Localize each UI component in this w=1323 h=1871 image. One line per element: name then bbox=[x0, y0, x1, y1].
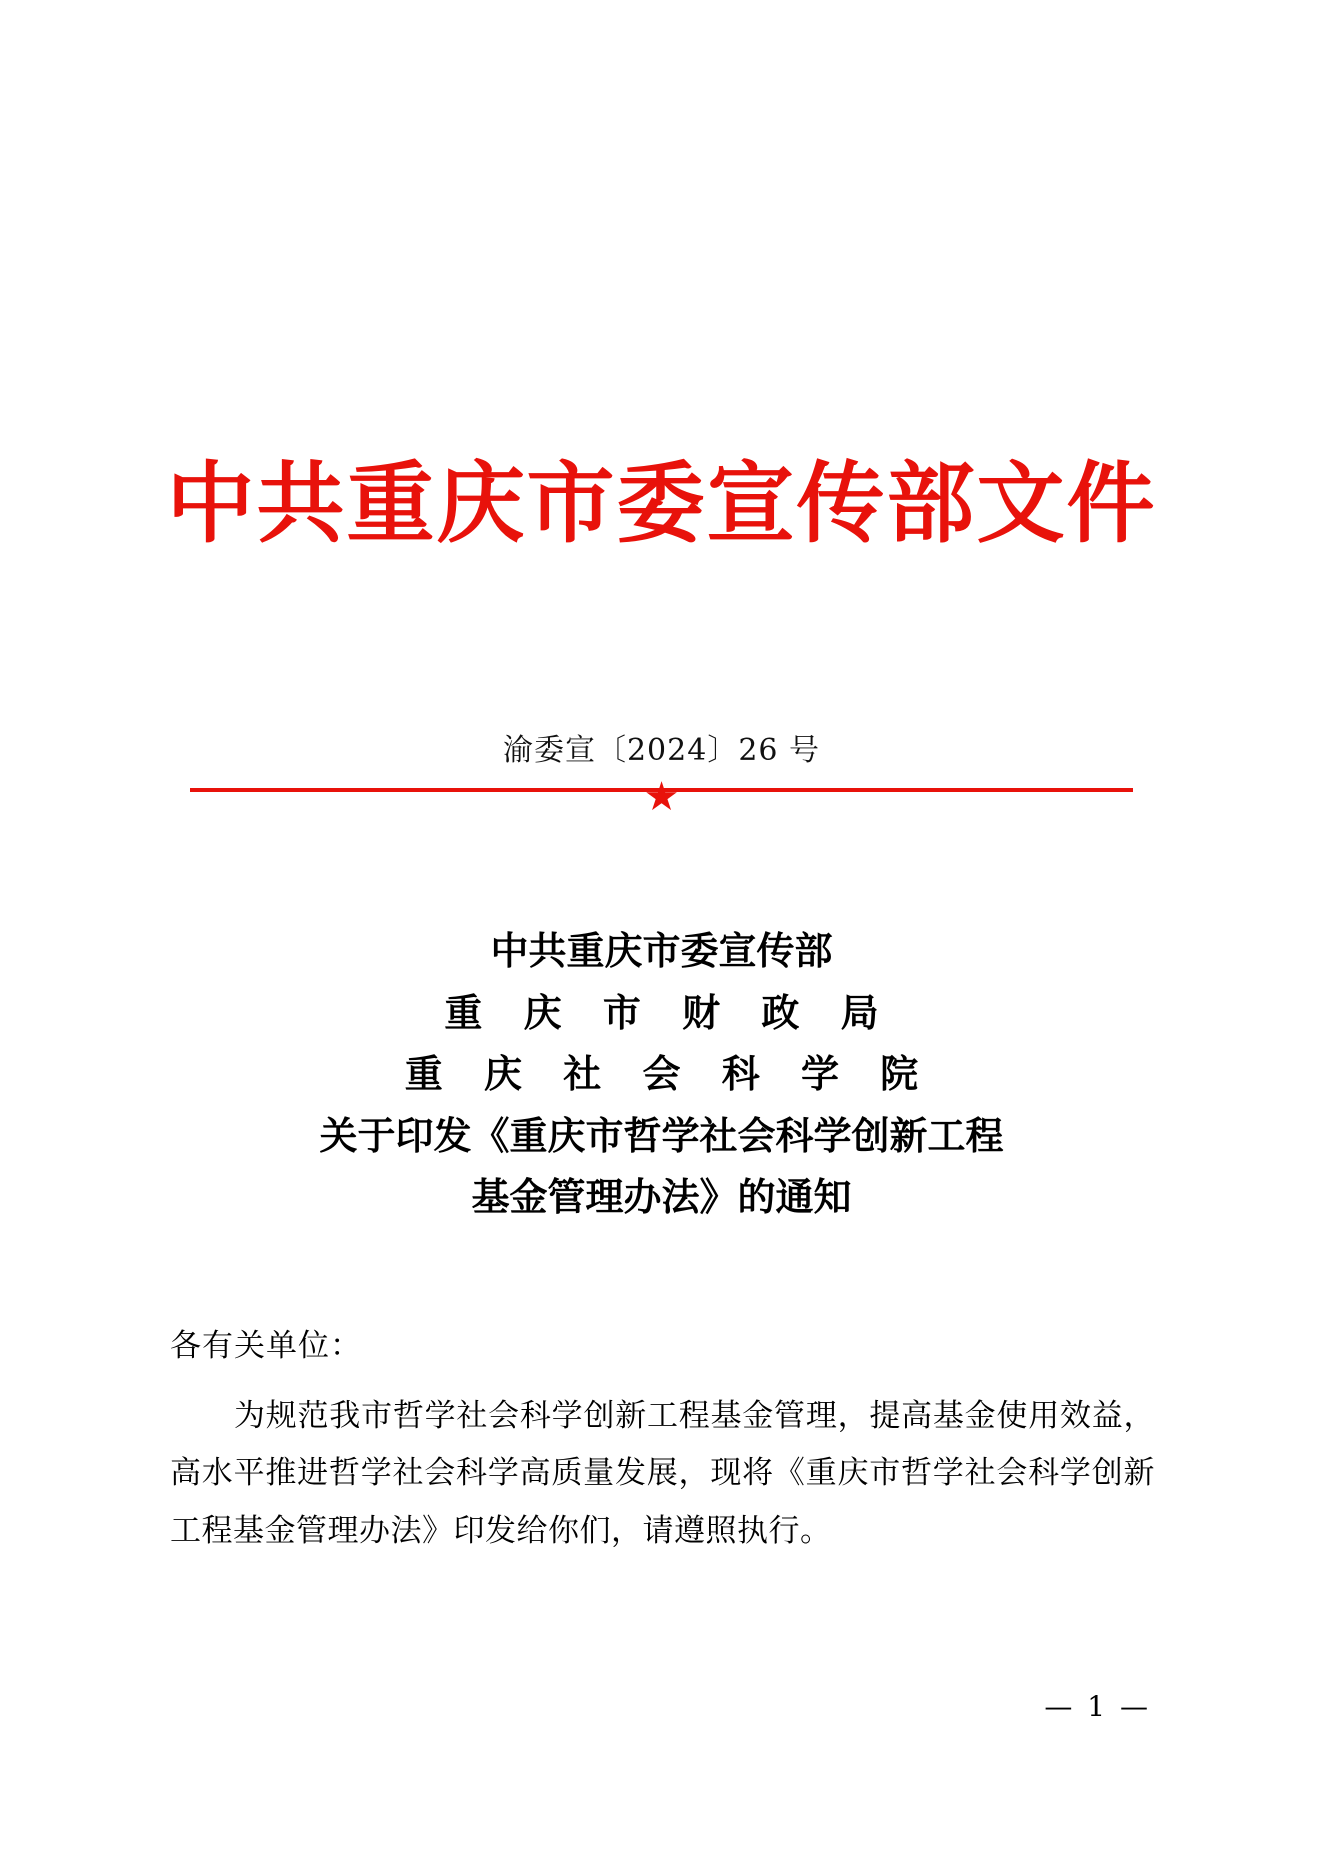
red-star-icon: ★ bbox=[643, 774, 680, 820]
title-line-1: 中共重庆市委宣传部 bbox=[490, 928, 833, 973]
title-line-3: 重 庆 社 会 科 学 院 bbox=[404, 1051, 933, 1097]
document-body-paragraph: 为规范我市哲学社会科学创新工程基金管理，提高基金使用效益，高水平推进哲学社会科学高质量发展，现将《重庆市哲学社会科学创新工程基金管理办法》印发给你们，请遵照执行。 bbox=[170, 1398, 1155, 1549]
title-line-4: 关于印发《重庆市哲学社会科学创新工程 bbox=[319, 1112, 1004, 1158]
document-masthead-title: 中共重庆市委宣传部文件 bbox=[166, 451, 1157, 555]
title-line-2: 重 庆 市 财 政 局 bbox=[444, 989, 893, 1035]
document-title-block bbox=[0, 920, 1323, 1228]
document-number: 渝委宣〔2024〕26 号 bbox=[502, 733, 821, 768]
page-number-footer: — 1 — bbox=[1044, 1690, 1151, 1723]
document-salutation: 各有关单位： bbox=[170, 1328, 362, 1364]
title-line-5: 基金管理办法》的通知 bbox=[471, 1174, 852, 1220]
red-separator-rule bbox=[190, 774, 1133, 820]
